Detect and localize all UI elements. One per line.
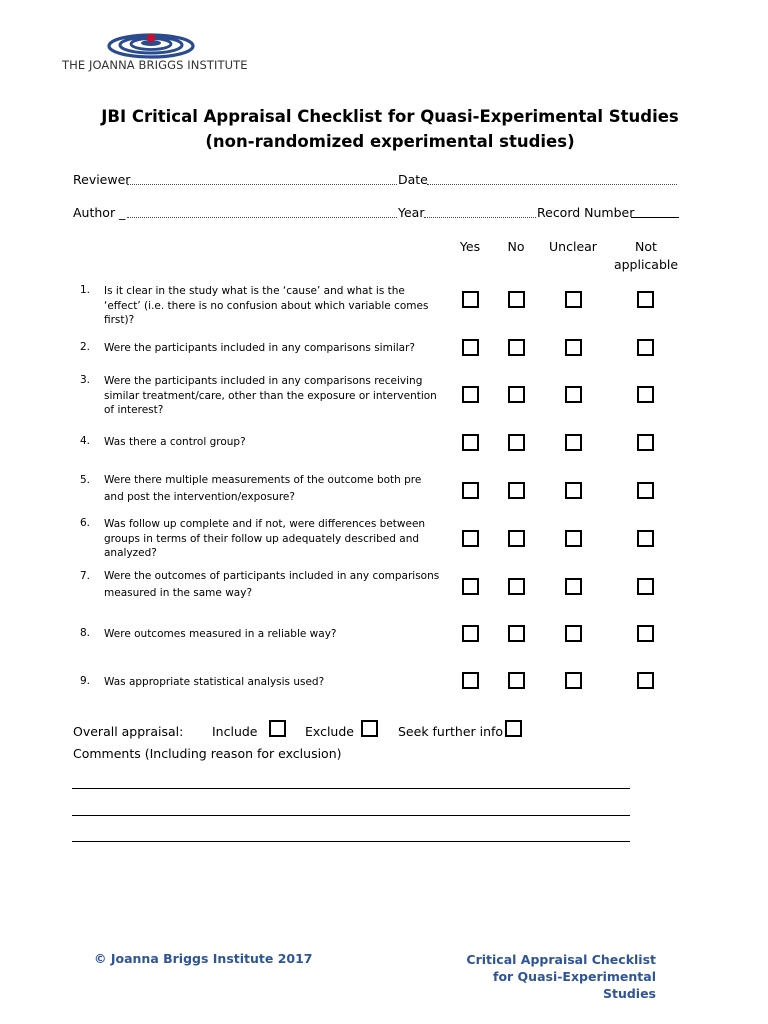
year-label: Year	[398, 205, 425, 220]
seek-further-info-label: Seek further info	[398, 724, 504, 739]
unclear-checkbox[interactable]	[565, 386, 582, 403]
no-checkbox[interactable]	[508, 482, 525, 499]
question-text: Were outcomes measured in a reliable way?	[104, 628, 337, 640]
not-applicable-checkbox[interactable]	[637, 578, 654, 595]
record-number-label: Record Number	[537, 205, 635, 220]
footer-title-line-1: Critical Appraisal Checklist	[466, 952, 656, 967]
question-text: Were the outcomes of participants included in any comparisons measured in the same way?	[104, 570, 440, 599]
seek-further-info-checkbox[interactable]	[505, 720, 522, 737]
comment-line[interactable]	[72, 788, 630, 789]
overall-appraisal-label: Overall appraisal:	[73, 724, 184, 739]
question-text: Is it clear in the study what is the ‘cause’ and what is the ‘effect’ (i.e. there is no confusion about which variable comes first)?	[104, 285, 429, 326]
not-applicable-checkbox[interactable]	[637, 530, 654, 547]
question-text: Were there multiple measurements of the outcome both pre and post the intervention/exposure?	[104, 474, 422, 503]
question-number: 9.	[80, 675, 91, 687]
reviewer-label: Reviewer	[73, 172, 131, 187]
unclear-checkbox[interactable]	[565, 625, 582, 642]
question-text: Were the participants included in any comparisons similar?	[104, 342, 415, 354]
question-text: Was there a control group?	[104, 436, 246, 448]
yes-checkbox[interactable]	[462, 482, 479, 499]
no-checkbox[interactable]	[508, 386, 525, 403]
footer-document-title	[440, 951, 656, 1002]
column-header-yes: Yes	[459, 239, 481, 254]
column-header-no: No	[507, 239, 525, 254]
unclear-checkbox[interactable]	[565, 291, 582, 308]
yes-checkbox[interactable]	[462, 291, 479, 308]
comments-label: Comments (Including reason for exclusion)	[73, 746, 342, 761]
reviewer-field[interactable]	[127, 184, 397, 185]
yes-checkbox[interactable]	[462, 578, 479, 595]
page-title: JBI Critical Appraisal Checklist for Quasi-Experimental Studies (non-randomized experimental studies)	[101, 107, 679, 151]
not-applicable-checkbox[interactable]	[637, 625, 654, 642]
record-number-field[interactable]	[631, 217, 679, 218]
exclude-checkbox[interactable]	[361, 720, 378, 737]
yes-checkbox[interactable]	[462, 434, 479, 451]
footer-title-line-2: for Quasi-Experimental Studies	[493, 969, 656, 1001]
no-checkbox[interactable]	[508, 625, 525, 642]
author-label: Author _	[73, 205, 126, 220]
not-applicable-checkbox[interactable]	[637, 672, 654, 689]
question-number: 4.	[80, 435, 91, 447]
unclear-checkbox[interactable]	[565, 530, 582, 547]
unclear-checkbox[interactable]	[565, 482, 582, 499]
unclear-checkbox[interactable]	[565, 672, 582, 689]
question-number: 6.	[80, 517, 91, 529]
question-number: 8.	[80, 627, 91, 639]
include-checkbox[interactable]	[269, 720, 286, 737]
no-checkbox[interactable]	[508, 339, 525, 356]
column-header-not-applicable: Not applicable	[613, 239, 679, 272]
question-text: Was appropriate statistical analysis used?	[104, 676, 325, 688]
not-applicable-checkbox[interactable]	[637, 482, 654, 499]
date-label: Date	[398, 172, 428, 187]
unclear-checkbox[interactable]	[565, 434, 582, 451]
yes-checkbox[interactable]	[462, 386, 479, 403]
question-text: Were the participants included in any comparisons receiving similar treatment/care, other than the exposure or intervention of interest?	[104, 375, 437, 416]
yes-checkbox[interactable]	[462, 339, 479, 356]
unclear-checkbox[interactable]	[565, 578, 582, 595]
footer-copyright: © Joanna Briggs Institute 2017	[94, 951, 313, 966]
not-applicable-checkbox[interactable]	[637, 339, 654, 356]
no-checkbox[interactable]	[508, 291, 525, 308]
yes-checkbox[interactable]	[462, 530, 479, 547]
logo-text: THE JOANNA BRIGGS INSTITUTE	[62, 58, 248, 72]
question-number: 3.	[80, 374, 91, 386]
not-applicable-checkbox[interactable]	[637, 434, 654, 451]
column-header-unclear: Unclear	[549, 239, 597, 254]
not-applicable-checkbox[interactable]	[637, 291, 654, 308]
date-field[interactable]	[427, 184, 677, 185]
yes-checkbox[interactable]	[462, 672, 479, 689]
no-checkbox[interactable]	[508, 578, 525, 595]
question-number: 1.	[80, 284, 91, 296]
no-checkbox[interactable]	[508, 672, 525, 689]
exclude-label: Exclude	[305, 724, 354, 739]
question-number: 5.	[80, 474, 91, 486]
yes-checkbox[interactable]	[462, 625, 479, 642]
include-label: Include	[212, 724, 258, 739]
question-number: 2.	[80, 341, 91, 353]
comment-line[interactable]	[72, 841, 630, 842]
question-text: Was follow up complete and if not, were differences between groups in terms of their follow up adequately described and analyzed?	[104, 518, 426, 559]
unclear-checkbox[interactable]	[565, 339, 582, 356]
author-field[interactable]	[127, 217, 397, 218]
comment-line[interactable]	[72, 815, 630, 816]
not-applicable-checkbox[interactable]	[637, 386, 654, 403]
no-checkbox[interactable]	[508, 530, 525, 547]
year-field[interactable]	[424, 217, 536, 218]
no-checkbox[interactable]	[508, 434, 525, 451]
question-number: 7.	[80, 570, 91, 582]
